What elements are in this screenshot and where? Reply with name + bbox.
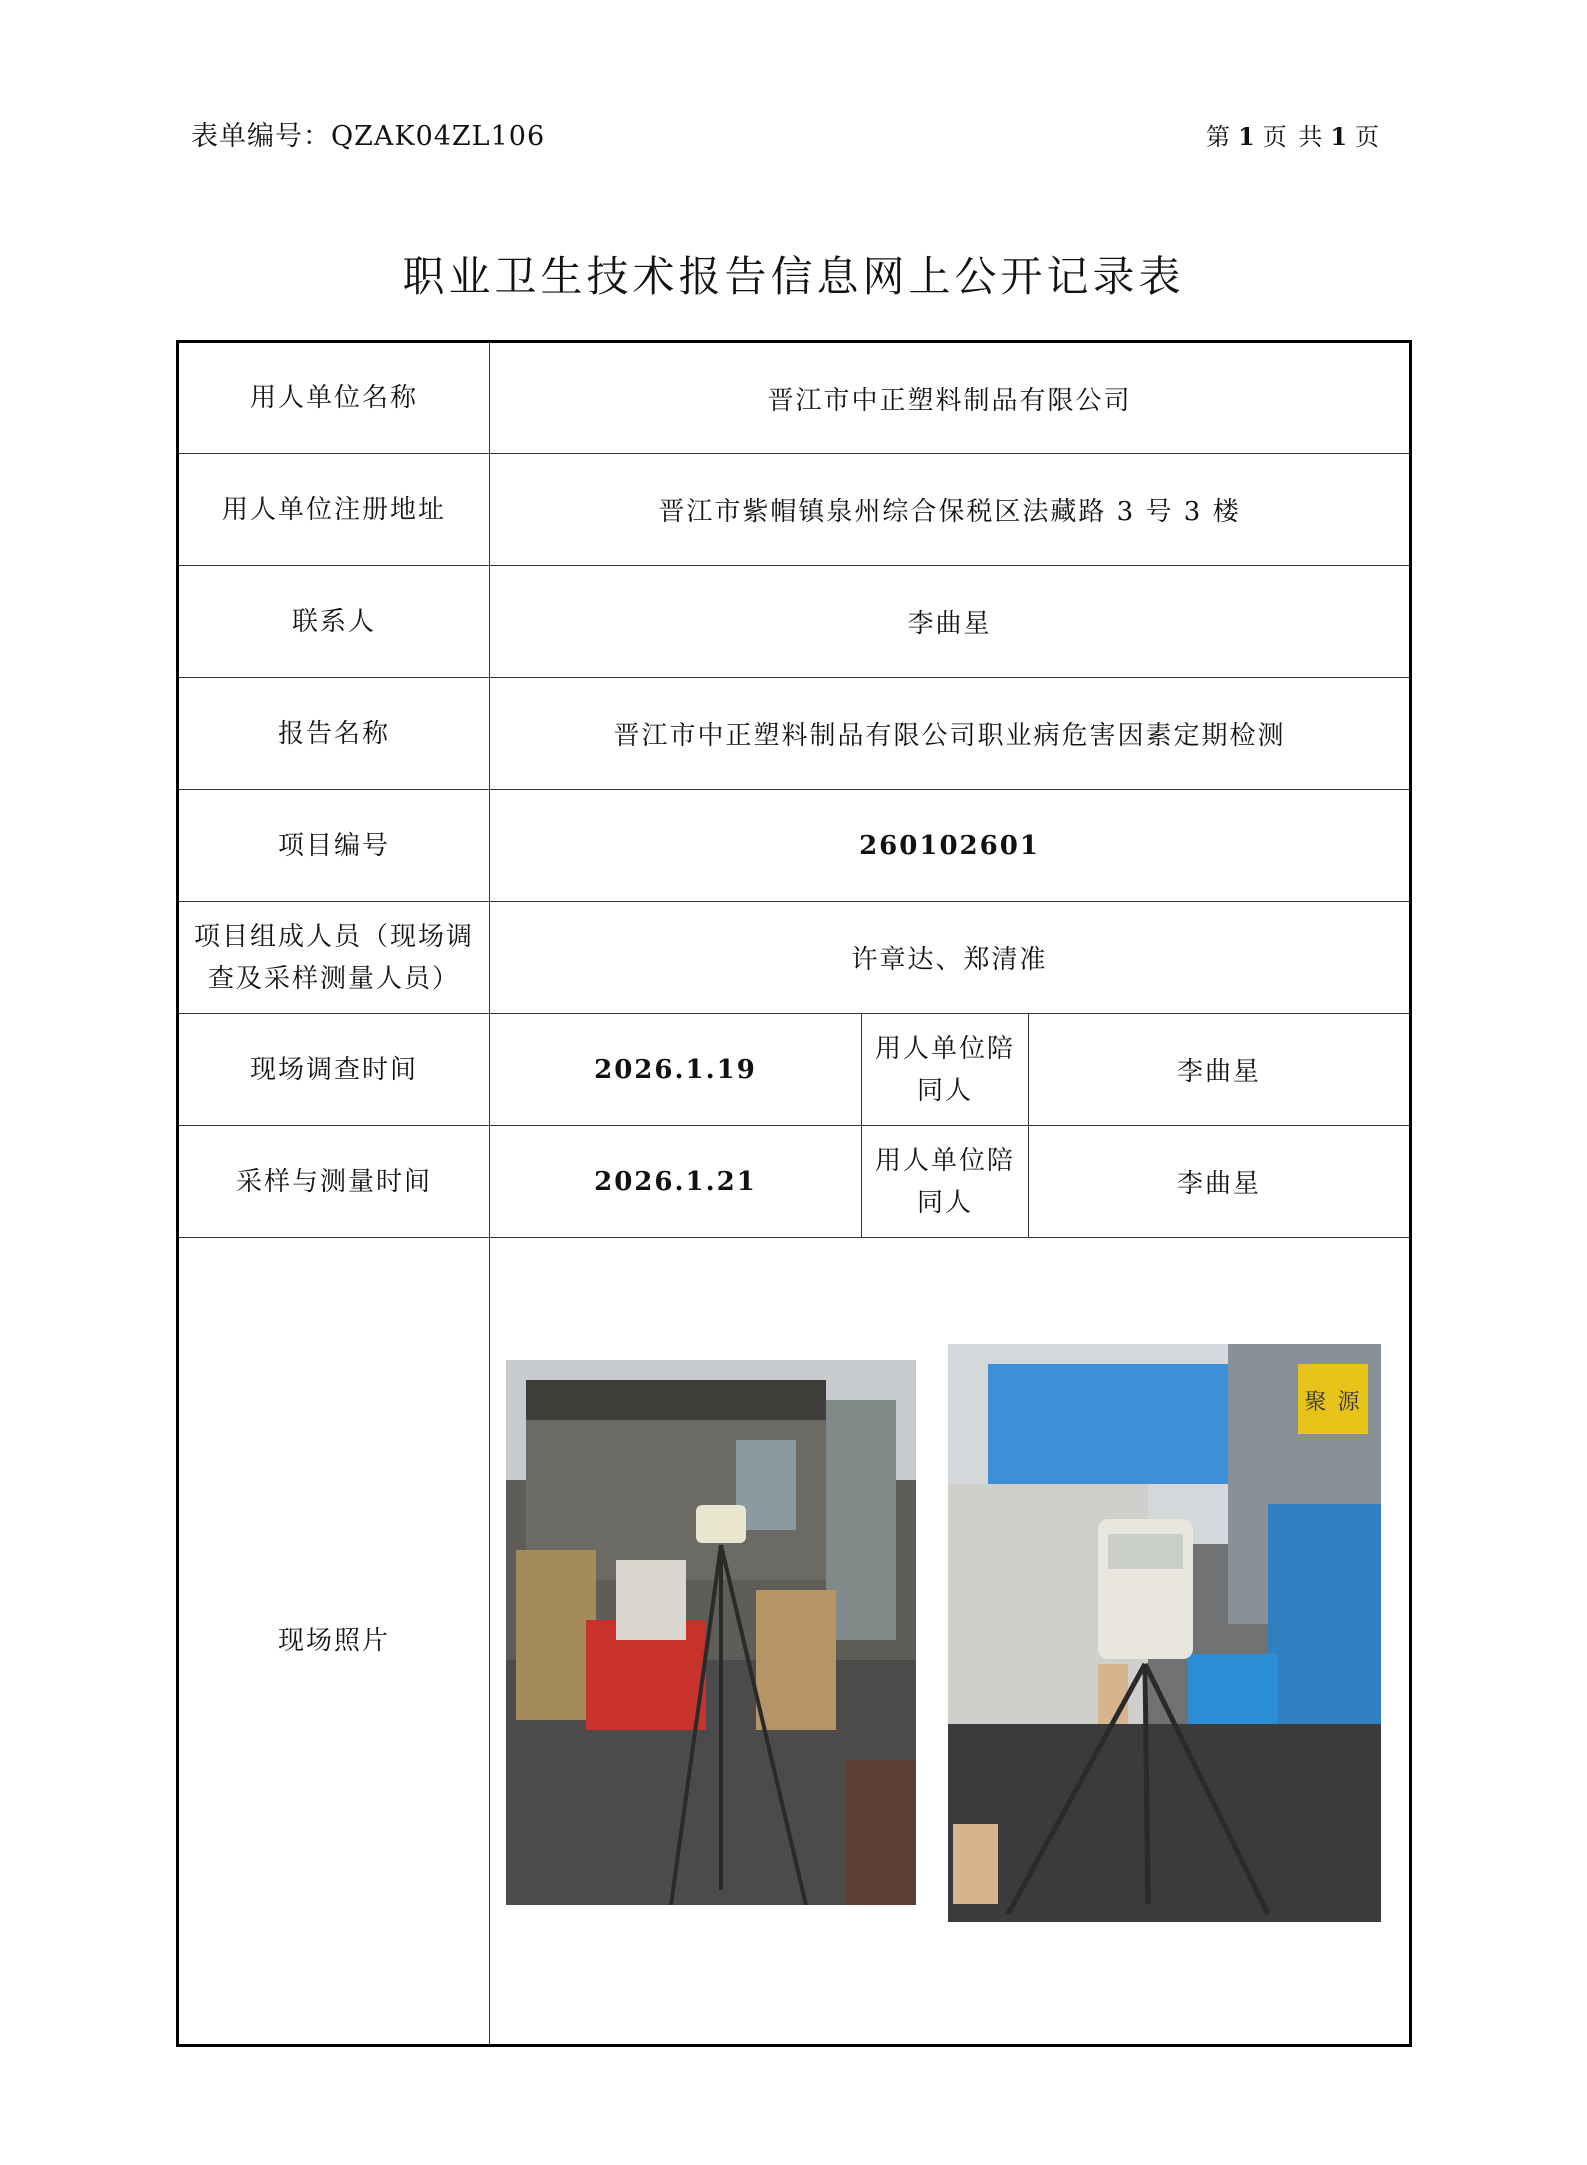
sampling-escort-label: 用人单位陪同人 — [862, 1126, 1029, 1238]
page-total: 1 — [1330, 122, 1350, 151]
table-row — [178, 902, 1411, 1014]
page-suffix: 页 — [1355, 123, 1382, 151]
table-row — [178, 454, 1411, 566]
sampling-time-value: 2026.1.21 — [490, 1126, 862, 1238]
employer-address-value: 晋江市紫帽镇泉州综合保税区法藏路 3 号 3 楼 — [490, 454, 1411, 566]
project-no-label: 项目编号 — [178, 790, 490, 902]
page-current: 1 — [1238, 122, 1257, 151]
form-number: 表单编号：QZAK04ZL106 — [191, 121, 546, 152]
site-photo-2 — [948, 1344, 1381, 1922]
team-label: 项目组成人员（现场调查及采样测量人员） — [178, 902, 490, 1014]
record-table — [176, 340, 1412, 2047]
report-name-label: 报告名称 — [178, 678, 490, 790]
table-row — [178, 342, 1411, 454]
table-row — [178, 1014, 1411, 1126]
site-photo-1-image — [506, 1360, 916, 1905]
document-title: 职业卫生技术报告信息网上公开记录表 — [402, 252, 1185, 301]
site-photo-1 — [506, 1360, 916, 1905]
survey-time-label: 现场调查时间 — [178, 1014, 490, 1126]
table-row — [178, 1238, 1411, 2046]
report-name-value: 晋江市中正塑料制品有限公司职业病危害因素定期检测 — [490, 678, 1411, 790]
survey-escort-label: 用人单位陪同人 — [862, 1014, 1029, 1126]
employer-address-label: 用人单位注册地址 — [178, 454, 490, 566]
team-value: 许章达、郑清准 — [490, 902, 1411, 1014]
table-row — [178, 1126, 1411, 1238]
site-photo-2-sign: 聚 源 — [1304, 1390, 1362, 1415]
photos-cell — [490, 1238, 1411, 2046]
survey-escort-value: 李曲星 — [1029, 1014, 1411, 1126]
page-indicator — [1206, 117, 1381, 152]
site-photo-2-image — [948, 1344, 1381, 1922]
contact-value: 李曲星 — [490, 566, 1411, 678]
table-row — [178, 566, 1411, 678]
employer-name-value: 晋江市中正塑料制品有限公司 — [490, 342, 1411, 454]
sampling-escort-value: 李曲星 — [1029, 1126, 1411, 1238]
page-prefix: 第 — [1206, 123, 1232, 151]
table-row — [178, 790, 1411, 902]
survey-time-value: 2026.1.19 — [490, 1014, 862, 1126]
employer-name-label: 用人单位名称 — [178, 342, 490, 454]
photos-label: 现场照片 — [178, 1238, 490, 2046]
project-no-value: 260102601 — [490, 790, 1411, 902]
contact-label: 联系人 — [178, 566, 490, 678]
sampling-time-label: 采样与测量时间 — [178, 1126, 490, 1238]
page-mid: 页 共 — [1262, 123, 1325, 151]
table-row — [178, 678, 1411, 790]
